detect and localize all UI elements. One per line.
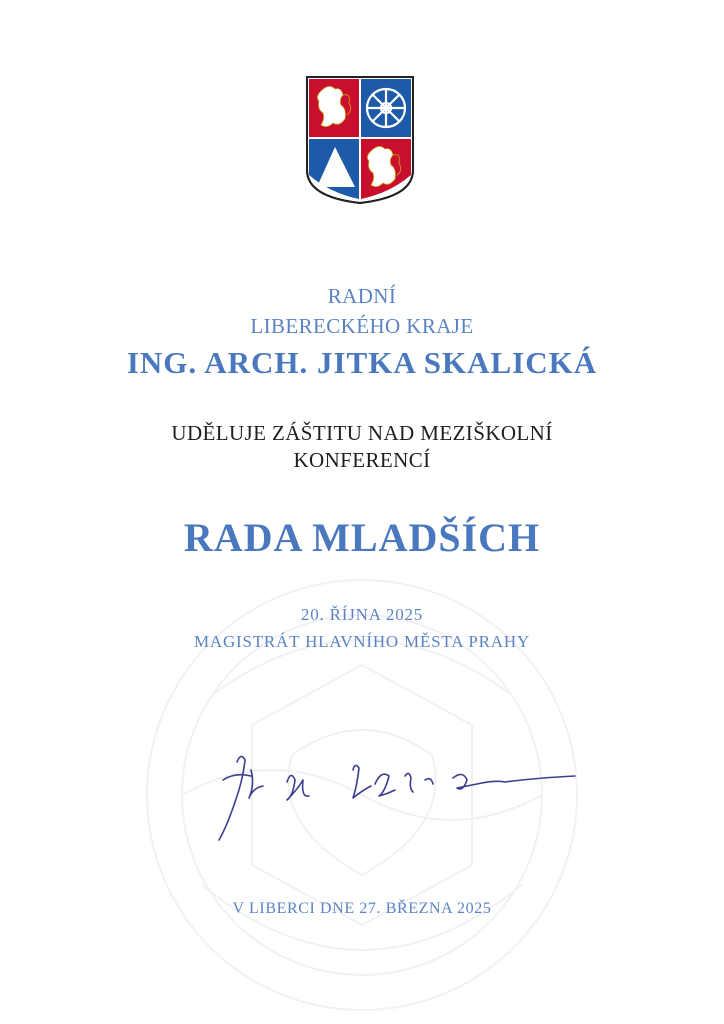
- person-name: ING. ARCH. JITKA SKALICKÁ: [126, 345, 598, 380]
- role-heading: RADNÍ: [327, 284, 397, 308]
- place-and-date: V LIBERCI DNE 27. BŘEZNA 2025: [232, 900, 492, 917]
- statement-line-1: UDĚLUJE ZÁŠTITU NAD MEZIŠKOLNÍ: [171, 421, 553, 445]
- signature: [205, 740, 595, 850]
- event-date: 20. ŘÍJNA 2025: [300, 605, 424, 624]
- event-venue: MAGISTRÁT HLAVNÍHO MĚSTA PRAHY: [193, 632, 531, 651]
- coat-of-arms-icon: [305, 75, 415, 205]
- statement-line-2: KONFERENCÍ: [293, 448, 431, 472]
- event-title: RADA MLADŠÍCH: [183, 515, 541, 560]
- region-heading: LIBERECKÉHO KRAJE: [250, 314, 474, 338]
